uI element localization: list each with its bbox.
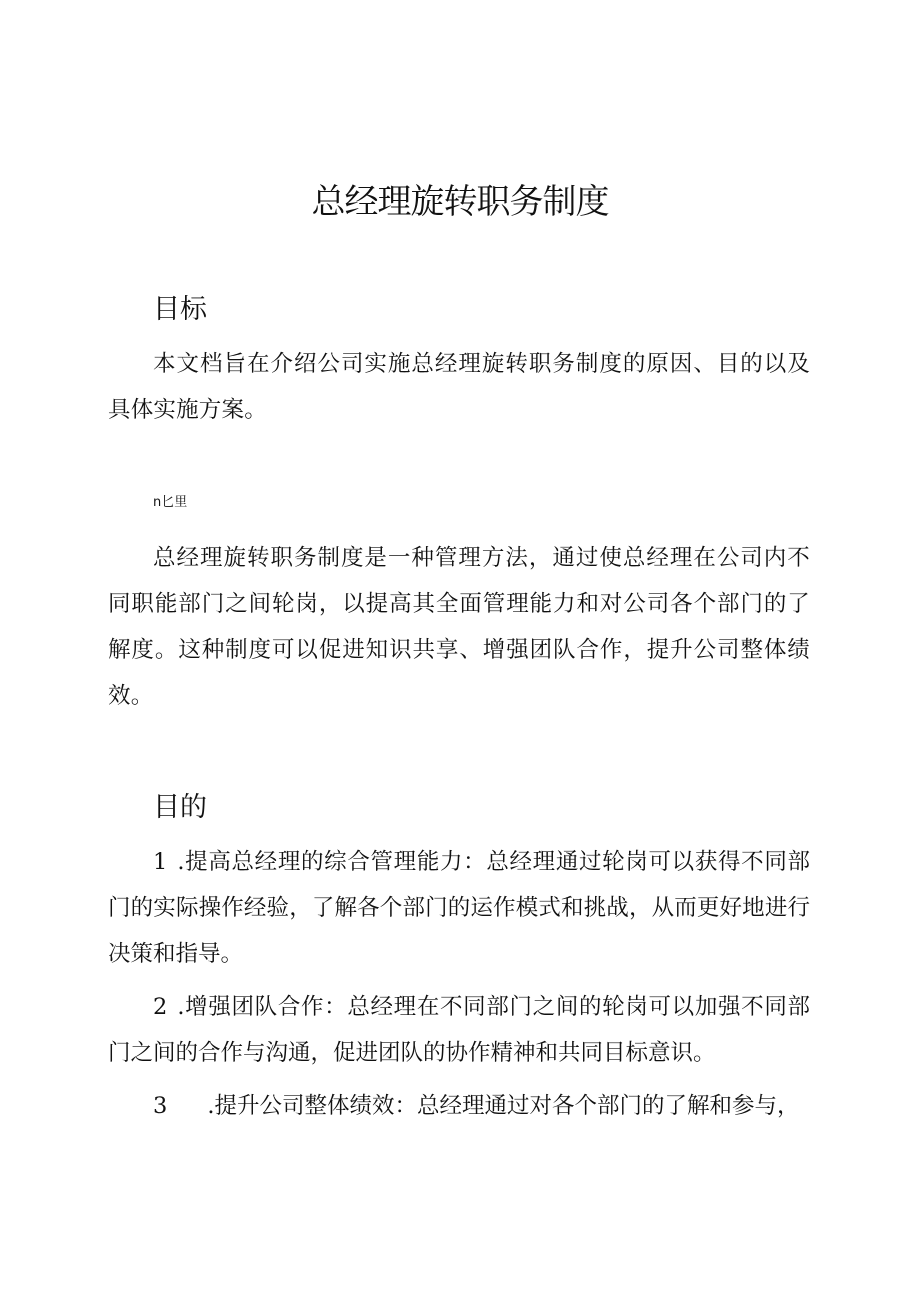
purpose-item [108,1083,810,1129]
section-heading-goal: 目标 [153,294,207,325]
purpose-item [108,839,810,977]
item-text: .增强团队合作：总经理在不同部门之间的轮岗可以加强不同部门之间的合作与沟通，促进团队的协作精神和共同目标意识。 [108,994,810,1066]
item-text: .提高总经理的综合管理能力：总经理通过轮岗可以获得不同部门的实际操作经验，了解各个部门的运作模式和挑战，从而更好地进行决策和指导。 [108,849,810,967]
item-text: .提升公司整体绩效：总经理通过对各个部门的了解和参与， [207,1093,800,1119]
item-number: 2 [153,994,168,1020]
purpose-item [108,984,810,1076]
section-heading-purpose: 目的 [153,792,207,823]
item-number: 1 [153,849,168,875]
overview-label: n匕里 [153,495,188,510]
document-title: 总经理旋转职务制度 [311,182,609,222]
item-number: 3 [153,1093,168,1119]
overview-paragraph: 总经理旋转职务制度是一种管理方法，通过使总经理在公司内不同职能部门之间轮岗，以提高其全面管理能力和对公司各个部门的了解度。这种制度可以促进知识共享、增强团队合作，提升公司整体绩效。 [108,545,810,709]
goal-paragraph: 本文档旨在介绍公司实施总经理旋转职务制度的原因、目的以及具体实施方案。 [108,351,810,423]
